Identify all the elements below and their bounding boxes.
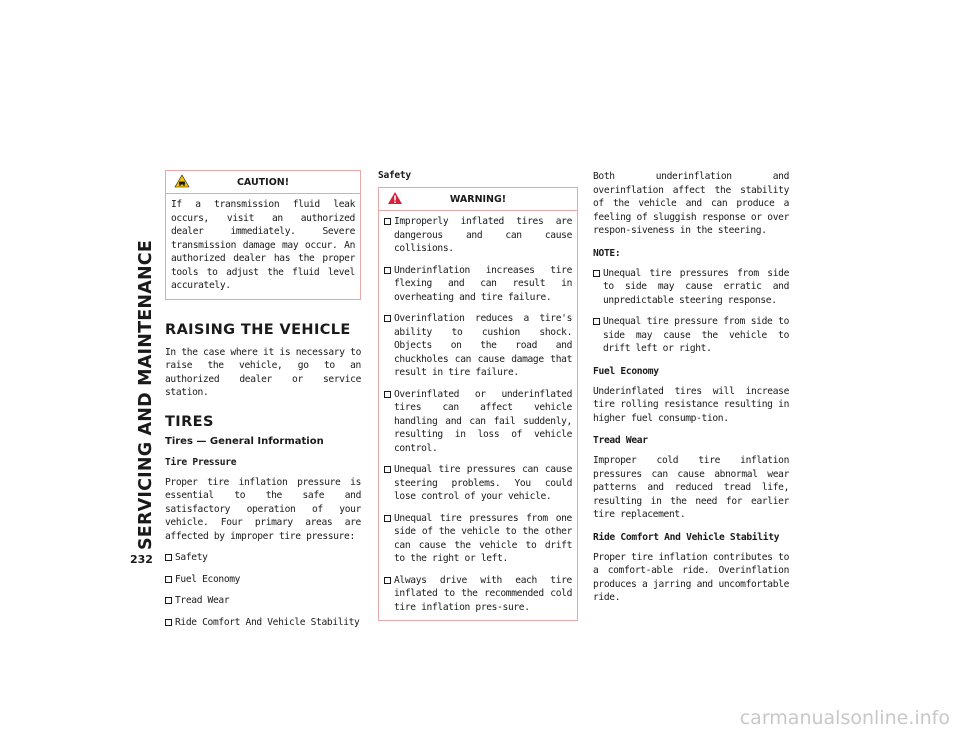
tread-wear-text: Improper cold tire inflation pressures can cause abnormal wear patterns and reduced tread life, resulting in the need for earlier tire replacement. xyxy=(593,455,789,520)
checkbox-bullet-icon xyxy=(384,466,391,473)
list-item: Ride Comfort And Vehicle Stability xyxy=(165,616,361,630)
list-item: Tread Wear xyxy=(165,594,361,608)
tire-pressure-heading: Tire Pressure xyxy=(165,456,237,468)
list-item: Unequal tire pressures from one side of the vehicle to the other can cause the vehicle to drift to the right or left. xyxy=(384,512,572,566)
checkbox-bullet-icon xyxy=(165,597,172,604)
checkbox-bullet-icon xyxy=(165,554,172,561)
checkbox-bullet-icon xyxy=(384,218,391,225)
caution-header xyxy=(166,171,360,194)
page-number: 232 xyxy=(130,553,153,566)
checkbox-bullet-icon xyxy=(384,315,391,322)
list-item: Improperly inflated tires are dangerous and can cause collisions. xyxy=(384,215,572,256)
raising-heading: RAISING THE VEHICLE xyxy=(165,321,351,338)
fuel-economy-text: Underinflated tires will increase tire rolling resistance resulting in higher fuel consump-tion. xyxy=(593,385,789,424)
list-item: Fuel Economy xyxy=(165,573,361,587)
checkbox-bullet-icon xyxy=(384,391,391,398)
checkbox-bullet-icon xyxy=(384,515,391,522)
warning-title: WARNING! xyxy=(449,194,507,205)
stability-intro-text: Both underinflation and overinflation affect the stability of the vehicle and can produce a feeling of sluggish response or over respon-siveness in the steering. xyxy=(593,171,789,236)
column-left xyxy=(165,170,361,629)
note-label: NOTE: xyxy=(593,247,621,259)
warning-header xyxy=(379,188,577,211)
tires-heading: TIRES xyxy=(165,413,214,430)
safety-heading: Safety xyxy=(378,170,411,181)
checkbox-bullet-icon xyxy=(165,619,172,626)
section-side-tab xyxy=(136,174,162,550)
caution-text: If a transmission fluid leak occurs, visit an authorized dealer immediately. Severe transmission damage may occur. An authorized dealer has the proper tools to adjust the fluid level accurately. xyxy=(171,199,355,291)
caution-box xyxy=(165,170,361,300)
list-item: Unequal tire pressures from side to side may cause erratic and unpredictable steering response. xyxy=(593,267,789,308)
checkbox-bullet-icon xyxy=(165,576,172,583)
watermark: carmanualsonline.info xyxy=(739,707,950,729)
tires-subheading: Tires — General Information xyxy=(165,435,324,447)
caution-title: CAUTION! xyxy=(236,177,290,188)
column-right xyxy=(593,170,789,605)
checkbox-bullet-icon xyxy=(593,270,600,277)
fuel-economy-heading: Fuel Economy xyxy=(593,365,659,377)
ride-comfort-heading: Ride Comfort And Vehicle Stability xyxy=(593,531,780,543)
ride-comfort-text: Proper tire inflation contributes to a comfort-able ride. Overinflation produces a jarring and uncomfortable ride. xyxy=(593,551,789,603)
checkbox-bullet-icon xyxy=(384,267,391,274)
list-item: Unequal tire pressures can cause steering problems. You could lose control of your vehicle. xyxy=(384,463,572,504)
raising-text: In the case where it is necessary to raise the vehicle, go to an authorized dealer or service station. xyxy=(165,346,361,398)
warning-box xyxy=(378,187,578,621)
list-item: Overinflation reduces a tire's ability to cushion shock. Objects on the road and chuckholes can cause damage that result in tire failure. xyxy=(384,312,572,380)
checkbox-bullet-icon xyxy=(384,577,391,584)
list-item: Safety xyxy=(165,551,361,565)
checkbox-bullet-icon xyxy=(593,318,600,325)
list-item: Always drive with each tire inflated to the recommended cold tire inflation pres-sure. xyxy=(384,574,572,615)
list-item: Overinflated or underinflated tires can affect vehicle handling and can fail suddenly, resulting in loss of vehicle control. xyxy=(384,388,572,456)
list-item: Underinflation increases tire flexing and can result in overheating and tire failure. xyxy=(384,264,572,305)
column-middle xyxy=(378,170,578,621)
list-item: Unequal tire pressure from side to side may cause the vehicle to drift left or right. xyxy=(593,315,789,356)
section-side-tab-label: SERVICING AND MAINTENANCE xyxy=(136,240,156,550)
tread-wear-heading: Tread Wear xyxy=(593,435,648,446)
tire-pressure-text: Proper tire inflation pressure is essential to the safe and satisfactory operation of your vehicle. Four primary areas are affected by improper tire pressure: xyxy=(165,476,361,542)
